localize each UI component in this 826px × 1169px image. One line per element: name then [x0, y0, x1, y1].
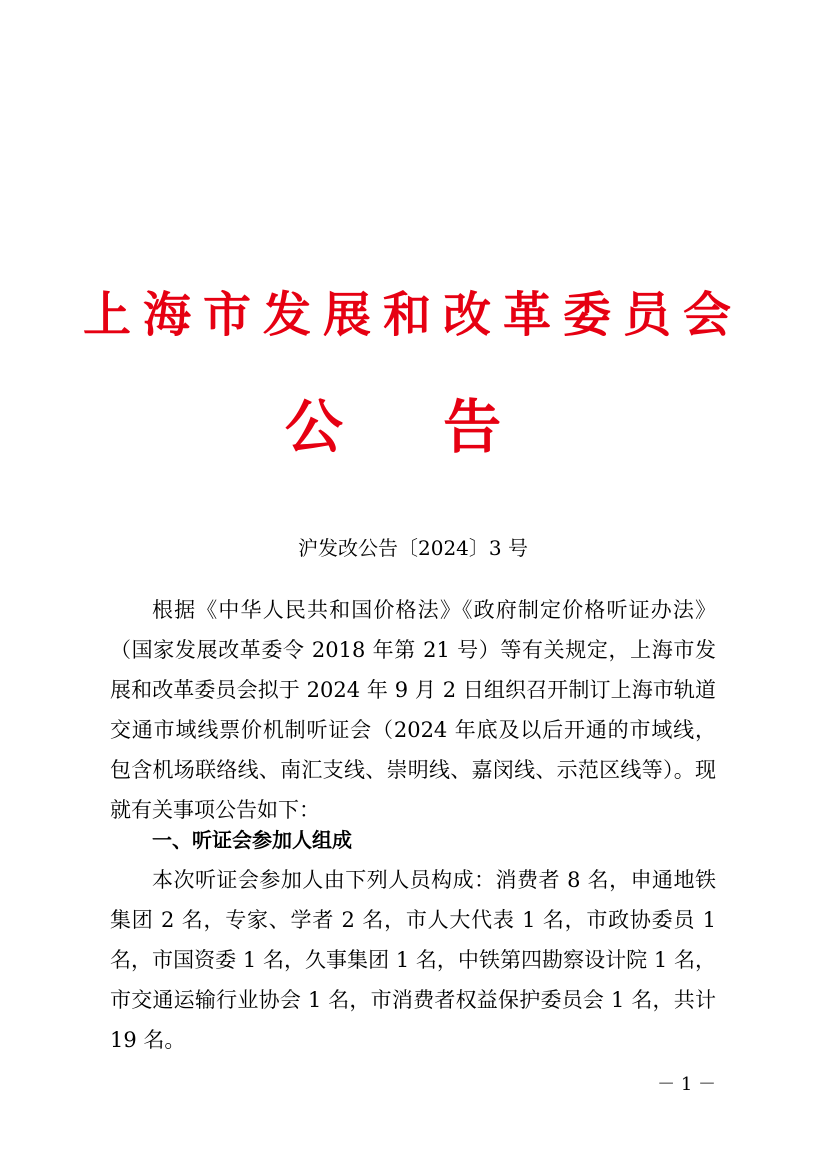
section-heading-1: 一、听证会参加人组成: [152, 828, 352, 852]
page-number: － 1 －: [657, 1074, 716, 1095]
body-paragraph-2: 本次听证会参加人由下列人员构成：消费者 8 名，申通地铁集团 2 名，专家、学者 2 名，市人大代表 1 名，市政协委员 1 名，市国资委 1 名，久事集团 1 名，中铁第四勘察设计院 1 名，市交通运输行业协会 1 名，市消费者权益保护委员会 1 名，共计 19 名。: [110, 868, 716, 1052]
organization-title: 上海市发展和改革委员会: [82, 287, 743, 343]
document-number: 沪发改公告〔2024〕3 号: [298, 536, 528, 560]
body-paragraph-1: 根据《中华人民共和国价格法》《政府制定价格听证办法》（国家发展改革委令 2018 年第 21 号）等有关规定，上海市发展和改革委员会拟于 2024 年 9 月 2 日组织召开制订上海市轨道交通市域线票价机制听证会（2024 年底及以后开通的市域线，包含机场联络线、南汇支线、崇明线、嘉闵线、示范区线等）。现就有关事项公告如下：: [110, 598, 716, 822]
document-type-title: 公 告: [284, 393, 542, 461]
